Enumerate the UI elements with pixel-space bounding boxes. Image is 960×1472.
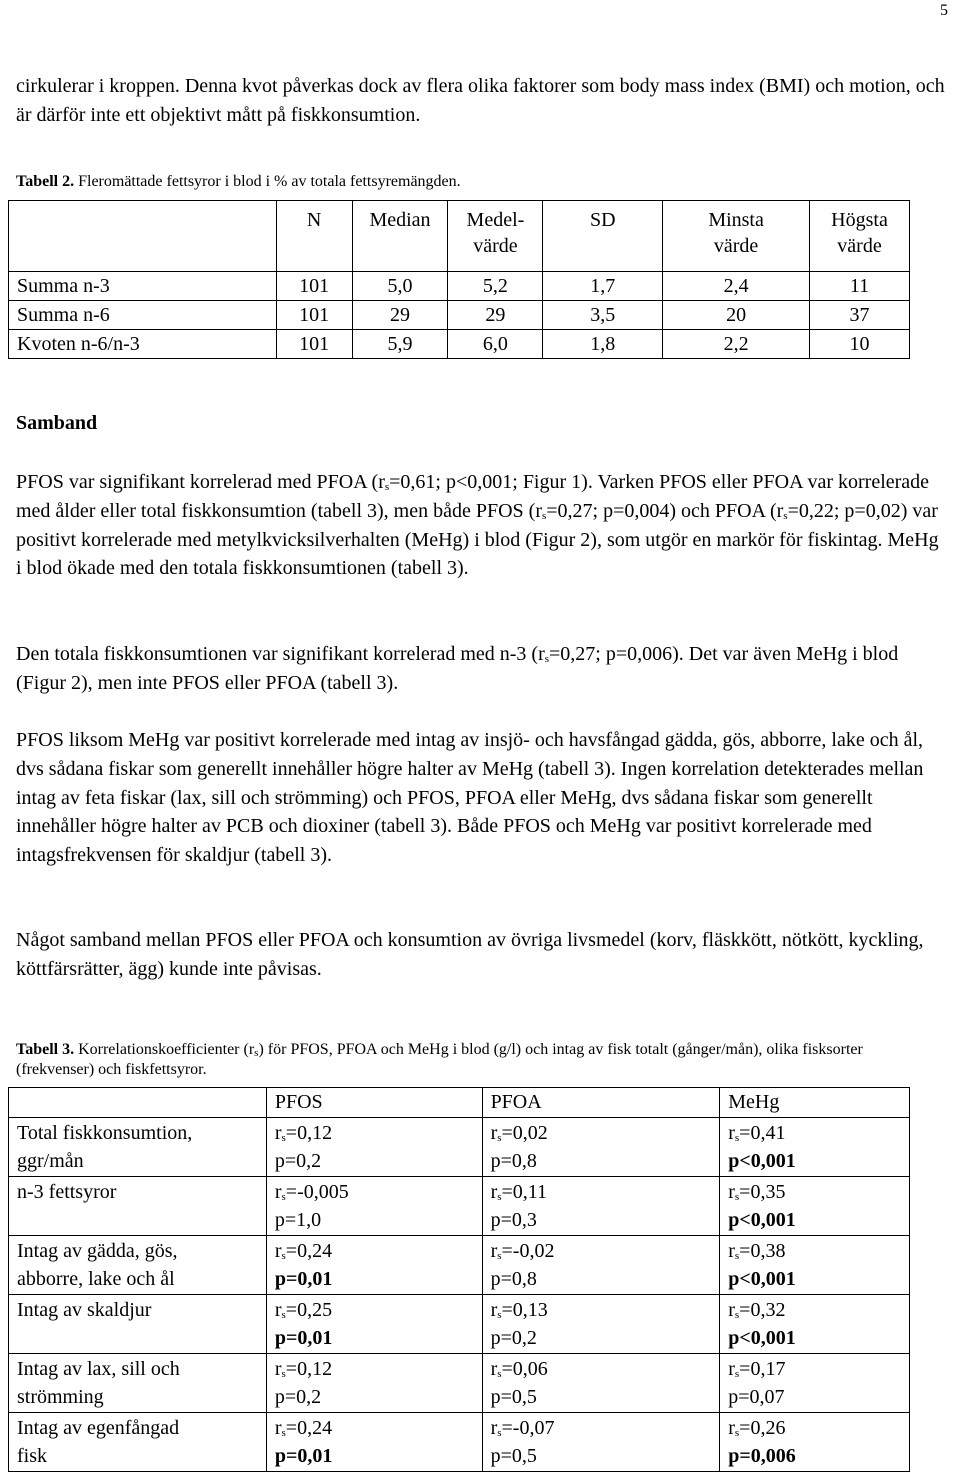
subscript-s: s (497, 1368, 502, 1380)
table3-cell (266, 1236, 482, 1295)
table3-cell (266, 1118, 482, 1177)
subscript-s: s (542, 509, 547, 522)
paragraph-3: PFOS liksom MeHg var positivt korrelerade med intag av insjö- och havsfångad gädda, gös, abborre, lake och ål, dvs sådana fiskar som generellt innehåller högre halter av MeHg (tabell 3). Ingen korrelation detekterades mellan intag av feta fiskar (lax, sill och strömming) och PFOS, PFOA eller MeHg, dvs sådana fiskar som generellt innehåller högre halter av PCB och dioxiner (tabell 3). Både PFOS och MeHg var positivt korrelerade med intagsfrekvensen för skaldjur (tabell 3). (16, 729, 924, 867)
table2-caption (16, 172, 461, 192)
table3-caption (16, 1040, 916, 1080)
p-value: p=0,5 (490, 1386, 537, 1408)
table2-header-row (9, 201, 910, 272)
p-value: p=0,3 (490, 1209, 537, 1231)
table2-header-text: SD (589, 209, 616, 231)
table3-caption-b: ) för PFOS, PFOA och MeHg i blod (g/l) och intag av fisk totalt (gånger/mån), olika fisksorter (frekvenser) och fiskfettsyror. (16, 1041, 863, 1078)
p-value: p=0,8 (490, 1150, 537, 1172)
table2-cell: 2,2 (663, 330, 810, 359)
subscript-s: s (281, 1250, 286, 1262)
p-value: p=0,2 (490, 1327, 537, 1349)
table3-cell (482, 1295, 720, 1354)
table2-cell: 101 (276, 272, 352, 301)
table2-row-label: Summa n-3 (9, 272, 277, 301)
subscript-s: s (281, 1427, 286, 1439)
correlation-value: $r_s=0,12$ (274, 1358, 333, 1380)
table3-row-label (9, 1295, 267, 1354)
table2 (8, 200, 910, 359)
table2-row (9, 301, 910, 330)
table3-label-line: Total fiskkonsumtion, (17, 1122, 193, 1144)
table2-header-text: N (306, 209, 322, 231)
table2-header-cell (448, 201, 543, 272)
table2-header-cell (543, 201, 663, 272)
intro-paragraph: cirkulerar i kroppen. Denna kvot påverkas dock av flera olika faktorer som body mass index (BMI) och motion, och är därför inte ett objektivt mått på fiskkonsumtion. (16, 75, 945, 126)
table3-cell (482, 1236, 720, 1295)
table3-row (9, 1118, 910, 1177)
table3-cell (482, 1118, 720, 1177)
table3-row (9, 1295, 910, 1354)
p-value: p<0,001 (728, 1268, 796, 1290)
subscript-s: s (281, 1191, 286, 1203)
table3-cell (266, 1354, 482, 1413)
table2-header-text: värde (713, 235, 759, 257)
table2-cell: 1,7 (543, 272, 663, 301)
table3-label-line: Intag av egenfångad (17, 1417, 180, 1439)
correlation-value: $r_s=0,17$ (728, 1358, 786, 1380)
subscript-s: s (734, 1368, 740, 1380)
table3-cell (266, 1295, 482, 1354)
subscript-s: s (497, 1309, 502, 1321)
table3-cell (266, 1177, 482, 1236)
correlation-value: $r_s=0,24$ (274, 1417, 333, 1439)
p-value: p=0,01 (274, 1268, 333, 1290)
table3-header-row (9, 1088, 910, 1118)
table3-row (9, 1413, 910, 1472)
table2-header-cell (276, 201, 352, 272)
table2-header-cell (9, 201, 277, 272)
p-value: p=0,8 (490, 1268, 537, 1290)
subscript-s: s (734, 1427, 740, 1439)
table3-cell (720, 1354, 910, 1413)
table2-header-text: Median (369, 209, 431, 231)
paragraph-2 (16, 640, 946, 698)
table2-cell: 5,2 (448, 272, 543, 301)
table2-row-label: Kvoten n-6/n-3 (9, 330, 277, 359)
correlation-value: $r_s=-0,005$ (274, 1181, 349, 1203)
table2-cell: 20 (663, 301, 810, 330)
table3-row-label (9, 1236, 267, 1295)
p-value: p=0,5 (490, 1445, 537, 1467)
correlation-value: $r_s=-0,07$ (490, 1417, 555, 1439)
table2-cell: 29 (448, 301, 543, 330)
subscript-s: s (281, 1368, 286, 1380)
paragraph-4: Något samband mellan PFOS eller PFOA och konsumtion av övriga livsmedel (korv, fläskkött, nötkött, kyckling, köttfärsrätter, ägg) kunde inte påvisas. (16, 929, 924, 980)
table3 (8, 1087, 910, 1472)
table3-label-line: strömming (17, 1386, 104, 1408)
table3-cell (720, 1177, 910, 1236)
p1-text-a: PFOS var signifikant korrelerad med PFOA (r (16, 471, 385, 493)
p-value: p<0,001 (728, 1209, 796, 1231)
table3-row-label (9, 1177, 267, 1236)
correlation-value: $r_s=0,26$ (728, 1417, 786, 1439)
subscript-s: s (281, 1309, 286, 1321)
table3-label-line: ggr/mån (17, 1150, 84, 1172)
table3-row-label (9, 1413, 267, 1472)
table3-label-line: fisk (17, 1445, 47, 1467)
correlation-value: $r_s=0,11$ (490, 1181, 548, 1203)
table3-cell (266, 1413, 482, 1472)
table2-cell: 5,0 (352, 272, 448, 301)
table3-row-label (9, 1354, 267, 1413)
p-value: p=0,01 (274, 1327, 333, 1349)
p1-text-c: =0,27; p=0,004) och PFOA (r (546, 499, 784, 522)
subscript-s: s (734, 1309, 740, 1321)
table2-caption-label: Tabell 2. (16, 173, 75, 190)
table3-caption-a: Korrelationskoefficienter (r (74, 1041, 255, 1058)
correlation-value: $r_s=0,35$ (728, 1181, 786, 1203)
table3-cell (720, 1236, 910, 1295)
table3-label-line: n-3 fettsyror (17, 1181, 117, 1203)
subscript-s: s (384, 481, 390, 493)
table3-cell (482, 1413, 720, 1472)
table3-cell (482, 1177, 720, 1236)
table3-header-cell: MeHg (720, 1088, 910, 1118)
table3-cell (720, 1413, 910, 1472)
subscript-s: s (734, 1191, 740, 1203)
correlation-value: $r_s=0,38$ (728, 1240, 786, 1262)
table2-cell: 37 (810, 301, 910, 330)
p1-text-b: =0,61; p<0,001; Figur 1). Varken PFOS eller PFOA var korrelerade med ålder eller total fiskkonsumtion (tabell 3), men både PFOS (r (16, 471, 930, 522)
table2-header-cell (810, 201, 910, 272)
table2-cell: 101 (276, 330, 352, 359)
correlation-value: $r_s=0,06$ (490, 1358, 548, 1380)
subscript-s: s (734, 1250, 740, 1262)
subscript-s: s (281, 1132, 286, 1144)
section-heading: Samband (16, 412, 98, 434)
table3-header-cell: PFOA (482, 1088, 720, 1118)
p-value: p=0,2 (274, 1150, 322, 1172)
table3-row (9, 1354, 910, 1413)
p-value: p<0,001 (728, 1327, 796, 1349)
correlation-value: $r_s=0,25$ (274, 1299, 333, 1321)
p-value: p=0,01 (274, 1445, 333, 1467)
table2-cell: 3,5 (543, 301, 663, 330)
p1-text-d: =0,22; p=0,02) var positivt korrelerade med metylkvicksilverhalten (MeHg) i blod (Figur 2), som utgör en markör för fiskintag. MeHg i blod ökade med den totala fiskkonsumtionen (tabell 3). (16, 499, 939, 580)
correlation-value: $r_s=0,41$ (728, 1122, 786, 1144)
subscript-s: s (497, 1250, 502, 1262)
table2-header-text: värde (473, 235, 518, 257)
table3-cell (720, 1295, 910, 1354)
correlation-value: $r_s=0,12$ (274, 1122, 333, 1144)
p-value: p=0,006 (728, 1445, 796, 1467)
table2-row-label: Summa n-6 (9, 301, 277, 330)
table3-cell (482, 1354, 720, 1413)
p2-text-a: Den totala fiskkonsumtionen var signifikant korrelerad med n-3 (r (16, 643, 545, 665)
table3-row (9, 1236, 910, 1295)
table2-row (9, 330, 910, 359)
correlation-value: $r_s=-0,02$ (490, 1240, 555, 1262)
table3-row-label (9, 1118, 267, 1177)
p-value: p=0,07 (728, 1386, 785, 1408)
p2-text-b: =0,27; p=0,006). Det var även MeHg i blod (Figur 2), men inte PFOS eller PFOA (tabell 3). (16, 643, 899, 694)
subscript-s: s (544, 653, 550, 665)
paragraph-1 (16, 468, 946, 583)
table2-caption-text: Fleromättade fettsyror i blod i % av totala fettsyremängden. (74, 173, 461, 190)
table2-row (9, 272, 910, 301)
subscript-s: s (783, 509, 788, 522)
subscript-s: s (734, 1132, 740, 1144)
table2-cell: 10 (810, 330, 910, 359)
correlation-value: $r_s=0,24$ (274, 1240, 333, 1262)
table2-header-cell (352, 201, 448, 272)
p-value: p<0,001 (728, 1150, 796, 1172)
subscript-s: s (497, 1191, 502, 1203)
table3-cell (720, 1118, 910, 1177)
table3-row (9, 1177, 910, 1236)
table2-cell: 1,8 (543, 330, 663, 359)
correlation-value: $r_s=0,13$ (490, 1299, 548, 1321)
page-number: 5 (940, 2, 948, 19)
subscript-s: s (497, 1132, 502, 1144)
p-value: p=1,0 (274, 1209, 322, 1231)
table2-cell: 29 (352, 301, 448, 330)
table2-cell: 11 (810, 272, 910, 301)
table3-header-cell (9, 1088, 267, 1118)
table3-caption-label: Tabell 3. (16, 1041, 75, 1058)
table3-label-line: Intag av lax, sill och (17, 1358, 180, 1380)
table2-cell: 5,9 (352, 330, 448, 359)
table2-cell: 6,0 (448, 330, 543, 359)
table3-label-line: Intag av skaldjur (17, 1299, 152, 1321)
subscript-s: s (497, 1427, 502, 1439)
table2-header-text: Medel- (466, 209, 525, 231)
p-value: p=0,2 (274, 1386, 322, 1408)
table2-header-text: värde (837, 235, 882, 257)
subscript-s: s (254, 1047, 259, 1059)
table2-cell: 101 (276, 301, 352, 330)
table3-label-line: Intag av gädda, gös, (17, 1240, 178, 1262)
correlation-value: $r_s=0,02$ (490, 1122, 548, 1144)
table3-header-cell: PFOS (266, 1088, 482, 1118)
table3-label-line: abborre, lake och ål (17, 1268, 175, 1290)
correlation-value: $r_s=0,32$ (728, 1299, 786, 1321)
table2-header-text: Högsta (831, 209, 888, 231)
table2-header-text: Minsta (708, 209, 764, 231)
table2-header-cell (663, 201, 810, 272)
table2-cell: 2,4 (663, 272, 810, 301)
